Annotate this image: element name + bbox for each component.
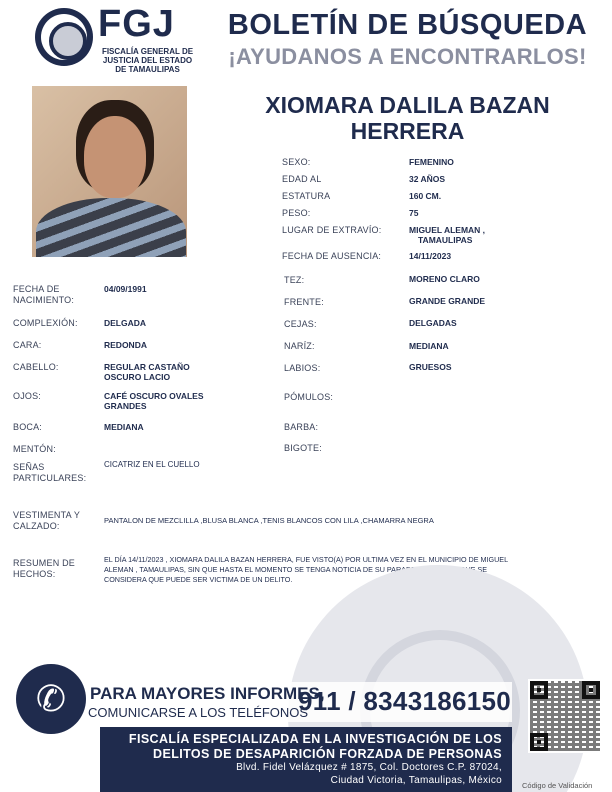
complexion-label: COMPLEXIÓN:	[13, 318, 78, 328]
cara-label: CARA:	[13, 340, 42, 350]
footer-title-line2: DELITOS DE DESAPARICIÓN FORZADA DE PERSONAS	[153, 747, 502, 761]
edad-label: EDAD AL	[282, 174, 322, 184]
missing-person-photo	[32, 86, 187, 257]
lugar-label: LUGAR DE EXTRAVÍO:	[282, 225, 382, 235]
phone-icon: ✆	[16, 664, 86, 734]
lugar-value-line2: TAMAULIPAS	[418, 235, 473, 245]
cabello-value-line1: REGULAR CASTAÑO	[104, 362, 190, 372]
resumen-line3: CONSIDERA QUE PUEDE SER VICTIMA DE UN DELITO.	[104, 575, 293, 584]
labios-value: GRUESOS	[409, 362, 452, 372]
boca-label: BOCA:	[13, 422, 43, 432]
footer-address-line1: Blvd. Fidel Velázquez # 1875, Col. Doctores C.P. 87024,	[236, 762, 502, 773]
sexo-label: SEXO:	[282, 157, 311, 167]
resumen-line2: ALEMAN , TAMAULIPAS, SIN QUE HASTA EL MOMENTO SE TENGA NOTICIA DE SU PARADERO, POR LO QUE SE	[104, 565, 488, 574]
resumen-label-line1: RESUMEN DE	[13, 558, 76, 568]
contact-line2: COMUNICARSE A LOS TELÉFONOS	[88, 705, 309, 720]
edad-value: 32 AÑOS	[409, 174, 446, 184]
tez-label: TEZ:	[284, 275, 305, 285]
cabello-label: CABELLO:	[13, 362, 59, 372]
complexion-value: DELGADA	[104, 318, 147, 328]
ojos-value-line1: CAFÉ OSCURO OVALES	[104, 391, 204, 401]
sexo-value: FEMENINO	[409, 157, 454, 167]
ojos-label: OJOS:	[13, 391, 42, 401]
peso-label: PESO:	[282, 208, 311, 218]
contact-line1: PARA MAYORES INFORMES,	[90, 684, 325, 703]
qr-code-icon[interactable]	[528, 679, 602, 753]
validation-code-label: Código de Validación	[522, 781, 593, 790]
frente-label: FRENTE:	[284, 297, 324, 307]
vestimenta-label-line1: VESTIMENTA Y	[13, 510, 81, 520]
estatura-value: 160 CM.	[409, 191, 442, 201]
estatura-label: ESTATURA	[282, 191, 331, 201]
cejas-label: CEJAS:	[284, 319, 317, 329]
footer-title-line1: FISCALÍA ESPECIALIZADA EN LA INVESTIGACIÓN DE LOS	[128, 732, 502, 746]
fecha-ausencia-label: FECHA DE AUSENCIA:	[282, 251, 382, 261]
ojos-value-line2: GRANDES	[104, 401, 147, 411]
peso-value: 75	[409, 208, 419, 218]
logo-subtitle: FISCALÍA GENERAL DE JUSTICIA DEL ESTADO DE TAMAULIPAS	[101, 47, 194, 74]
lugar-value-line1: MIGUEL ALEMAN ,	[409, 225, 486, 235]
nacimiento-label-line1: FECHA DE	[13, 284, 60, 294]
menton-label: MENTÓN:	[13, 444, 56, 454]
tez-value: MORENO CLARO	[409, 274, 480, 284]
resumen-line1: EL DÍA 14/11/2023 , XIOMARA DALILA BAZAN HERRERA, FUE VISTO(A) POR ULTIMA VEZ EN EL MUNICIPIO DE MIGUEL	[104, 555, 509, 564]
fgj-seal-icon	[35, 8, 93, 66]
senas-label-line1: SEÑAS	[13, 462, 45, 472]
nariz-label: NARÍZ:	[284, 341, 315, 351]
nariz-value: MEDIANA	[409, 341, 449, 351]
pomulos-label: PÓMULOS:	[284, 392, 334, 402]
vestimenta-value: PANTALON DE MEZCLILLA ,BLUSA BLANCA ,TENIS BLANCOS CON LILA ,CHAMARRA NEGRA	[104, 516, 434, 525]
nacimiento-label-line2: NACIMIENTO:	[13, 295, 75, 305]
phone-numbers[interactable]: 911 / 8343186150	[298, 686, 512, 716]
cabello-value-line2: OSCURO LACIO	[104, 372, 171, 382]
bigote-label: BIGOTE:	[284, 443, 322, 453]
cara-value: REDONDA	[104, 340, 147, 350]
footer-address-line2: Ciudad Victoria, Tamaulipas, México	[330, 775, 502, 786]
bulletin-title: BOLETÍN DE BÚSQUEDA	[227, 9, 588, 41]
logo-letters: FGJ	[98, 3, 175, 45]
boca-value: MEDIANA	[104, 422, 144, 432]
labios-label: LABIOS:	[284, 363, 321, 373]
resumen-label-line2: HECHOS:	[13, 569, 56, 579]
fecha-ausencia-value: 14/11/2023	[409, 251, 452, 261]
cejas-value: DELGADAS	[409, 318, 457, 328]
nacimiento-value: 04/09/1991	[104, 284, 147, 294]
person-name: XIOMARA DALILA BAZAN HERRERA	[265, 92, 550, 144]
senas-label-line2: PARTICULARES:	[13, 473, 87, 483]
frente-value: GRANDE GRANDE	[409, 296, 486, 306]
bulletin-subtitle: ¡AYUDANOS A ENCONTRARLOS!	[228, 44, 587, 69]
vestimenta-label-line2: CALZADO:	[13, 521, 60, 531]
barba-label: BARBA:	[284, 422, 319, 432]
senas-value: CICATRIZ EN EL CUELLO	[104, 460, 200, 469]
